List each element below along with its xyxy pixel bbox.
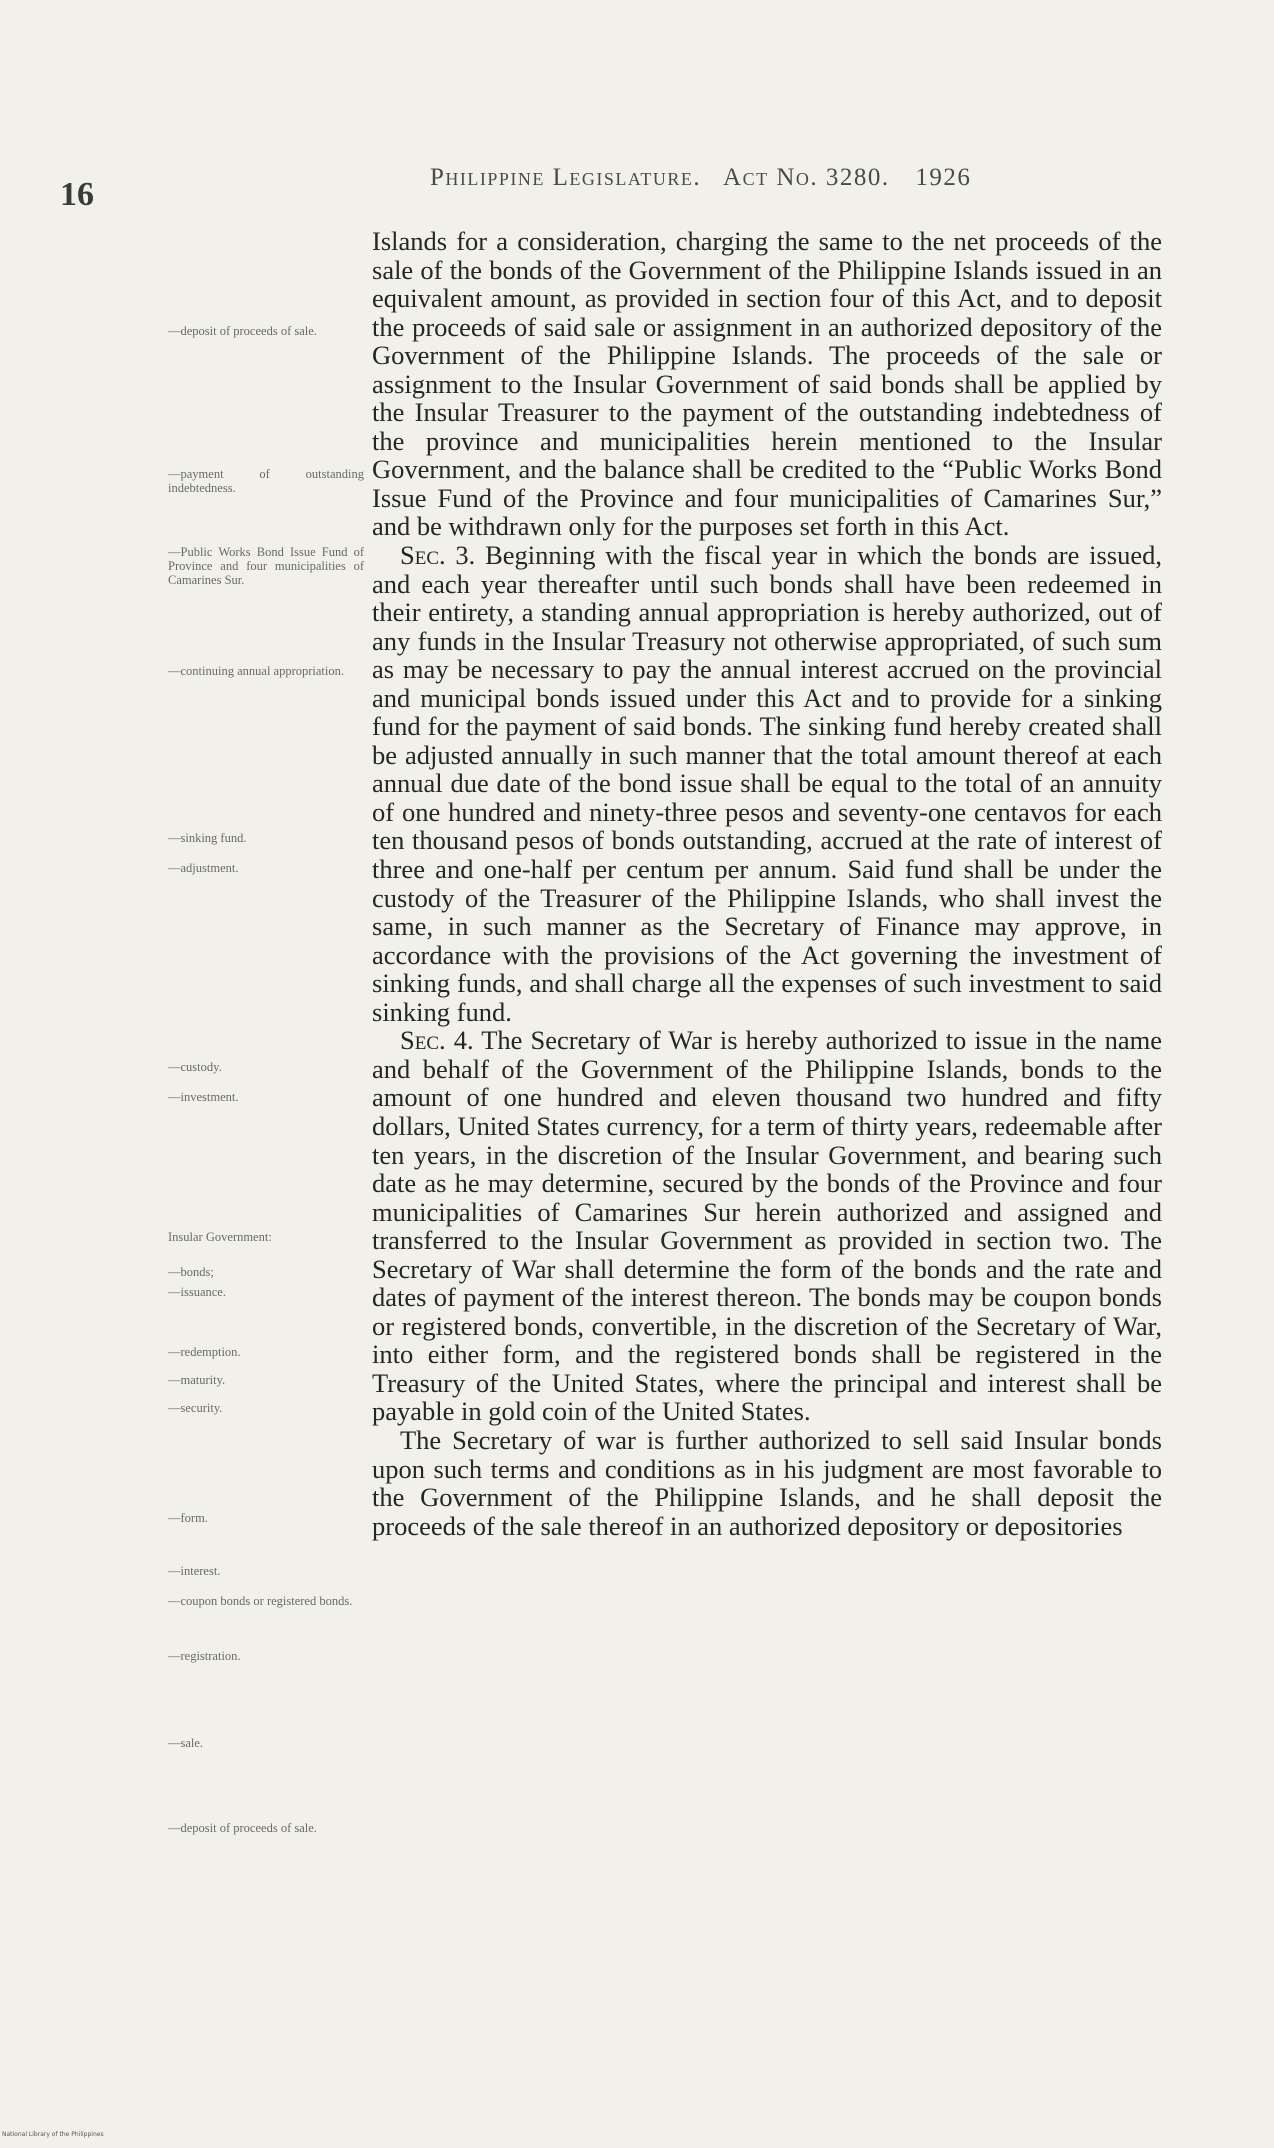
margin-note: —security. [168, 1401, 223, 1415]
margin-note: —redemption. [168, 1345, 241, 1359]
margin-note: —investment. [168, 1090, 239, 1104]
section-4-label: Sec. 4. [400, 1025, 474, 1056]
footer-credit: National Library of the Philippines [2, 2131, 104, 2138]
margin-note: —issuance. [168, 1285, 226, 1299]
margin-note: —custody. [168, 1060, 222, 1074]
continuation-paragraph: Islands for a consideration, charging the same to the net proceeds of the sale of the bonds of the Government of the Philippine Islands issued in an equivalent amount, as provided in section four of this Act, and to deposit the proceeds of said sale or assignment in an authorized depository of the Government of the Philippine Islands. The proceeds of the sale or assignment to the Insular Government of said bonds shall be applied by the Insular Treasurer to the payment of the outstanding indebtedness of the province and municipalities herein mentioned to the Insular Government, and the balance shall be credited to the “Public Works Bond Issue Fund of the Province and four municipalities of Camarines Sur,” and be withdrawn only for the purposes set forth in this Act. [372, 226, 1162, 542]
margin-note: —sale. [168, 1736, 204, 1750]
page-number: 16 [60, 176, 94, 213]
margin-note: —form. [168, 1511, 208, 1525]
section-4-text: The Secretary of War is hereby authorized to issue in the name and behalf of the Government of the Philippine Islands, bonds to the amount of one hundred and eleven thousand two hundred and fifty dollars, United States currency, for a term of thirty years, redeemable after ten years, in the discretion of the Insular Government, and bearing such date as he may determine, secured by the bonds of the Province and four municipalities of Camarines Sur herein authorized and assigned and transferred to the Insular Government as provided in section two. The Secretary of War shall determine the form of the bonds and the rate and dates of payment of the interest thereon. The bonds may be coupon bonds or registered bonds, convertible, in the discretion of the Secretary of War, into either form, and the registered bonds shall be registered in the Treasury of the United States, where the principal and interest shall be payable in gold coin of the United States. [372, 1025, 1162, 1427]
margin-note: —bonds; [168, 1265, 214, 1279]
margin-note: Insular Government: [168, 1230, 272, 1244]
margin-note: —maturity. [168, 1373, 226, 1387]
section-3-text: Beginning with the fiscal year in which the bonds are issued, and each year thereafter until such bonds shall have been redeemed in their entirety, a standing annual appropriation is hereby authorized, out of any funds in the Insular Treasury not otherwise appropriated, of such sum as may be necessary to pay the annual interest accrued on the provincial and municipal bonds issued under this Act and to provide for a sinking fund for the payment of said bonds. The sinking fund hereby created shall be adjusted annually in such manner that the total amount thereof at each annual due date of the bond issue shall be equal to the total of an annuity of one hundred and ninety-three pesos and seventy-one centavos for each ten thousand pesos of bonds outstanding, accrued at the rate of interest of three and one-half per centum per annum. Said fund shall be under the custody of the Treasurer of the Philippine Islands, who shall invest the same, in such manner as the Secretary of Finance may approve, in accordance with the provisions of the Act governing the investment of sinking funds, and shall charge all the expenses of such investment to said sinking fund. [372, 540, 1162, 1027]
section-3-label: Sec. 3. [400, 540, 476, 571]
margin-note: —registration. [168, 1649, 241, 1663]
body-text [372, 227, 1162, 1540]
margin-note: —Public Works Bond Issue Fund of Province and four municipalities of Camarines Sur. [168, 545, 364, 587]
margin-note: —deposit of proceeds of sale. [168, 1821, 317, 1835]
margin-note: —payment of outstanding indebtedness. [168, 467, 364, 495]
running-head-year: 1926 [915, 164, 972, 191]
section-3-paragraph [372, 541, 1162, 1026]
section-4-paragraph [372, 1026, 1162, 1426]
running-head [430, 164, 1150, 192]
margin-note: —coupon bonds or registered bonds. [168, 1594, 353, 1608]
sale-paragraph: The Secretary of war is further authorized to sell said Insular bonds upon such terms and conditions as in his judgment are most favorable to the Government of the Philippine Islands, and he shall deposit the proceeds of the sale thereof in an authorized depository or depositories [372, 1424, 1162, 1541]
margin-note: —sinking fund. [168, 831, 247, 845]
running-head-title: Philippine Legislature. Act No. 3280. [430, 164, 890, 191]
margin-note: —interest. [168, 1564, 221, 1578]
margin-note: —deposit of proceeds of sale. [168, 324, 317, 338]
margin-note: —adjustment. [168, 861, 239, 875]
margin-note: —continuing annual appropriation. [168, 664, 345, 678]
